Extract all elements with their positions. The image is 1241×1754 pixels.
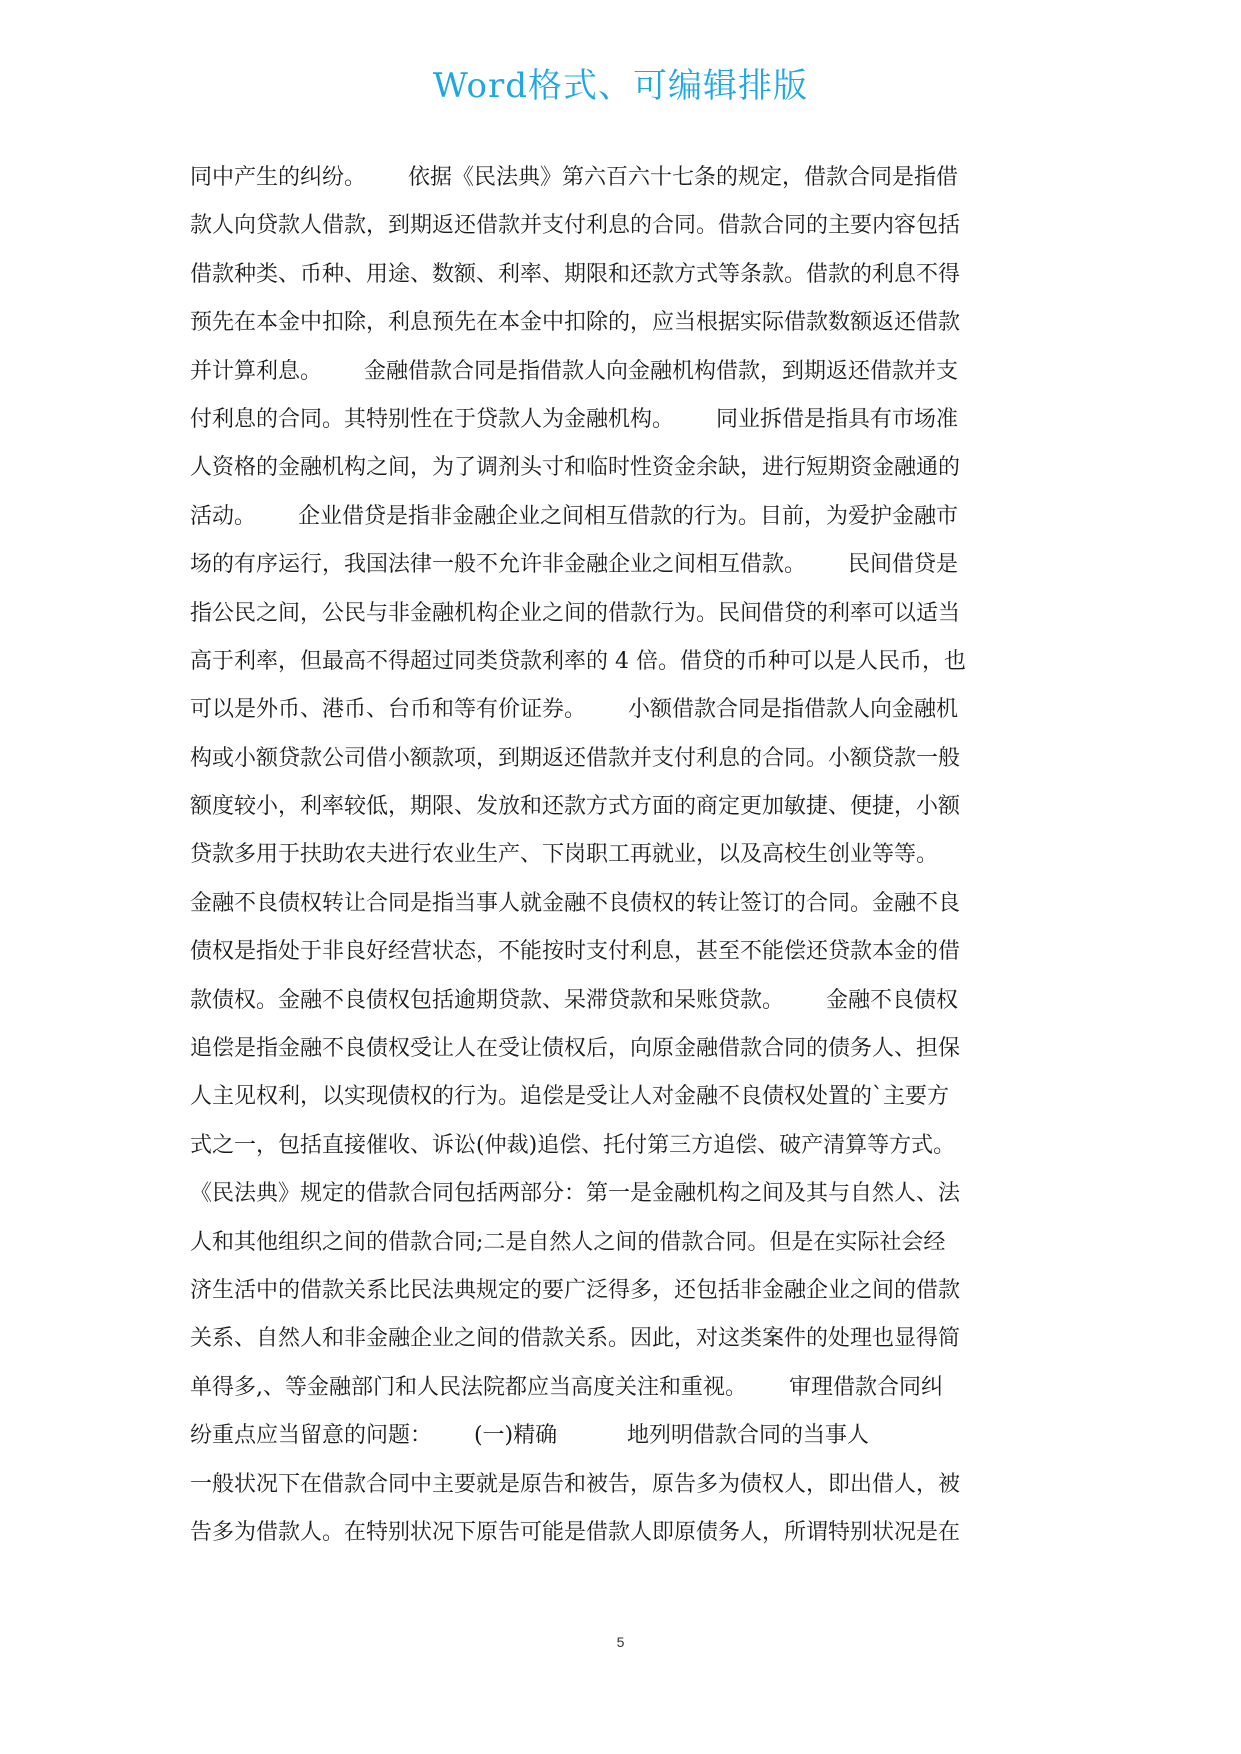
body-line: 纷重点应当留意的问题： (一)精确 地列明借款合同的当事人	[190, 1423, 870, 1449]
body-line: 人和其他组织之间的借款合同;二是自然人之间的借款合同。但是在实际社会经	[190, 1229, 946, 1255]
body-line: 债权是指处于非良好经营状态，不能按时支付利息，甚至不能偿还贷款本金的借	[190, 939, 961, 965]
body-line: 告多为借款人。在特别状况下原告可能是借款人即原债务人，所谓特别状况是在	[190, 1519, 961, 1545]
body-line: 《民法典》规定的借款合同包括两部分：第一是金融机构之间及其与自然人、法	[190, 1181, 961, 1207]
body-line: 款债权。金融不良债权包括逾期贷款、呆滞贷款和呆账贷款。 金融不良债权	[190, 987, 958, 1013]
body-line: 单得多,、等金融部门和人民法院都应当高度关注和重视。 审理借款合同纠	[190, 1374, 943, 1400]
body-line: 款人向贷款人借款，到期返还借款并支付利息的合同。借款合同的主要内容包括	[190, 213, 961, 239]
body-line: 额度较小，利率较低，期限、发放和还款方式方面的商定更加敏捷、便捷，小额	[190, 794, 961, 820]
body-line: 可以是外币、港币、台币和等有价证券。 小额借款合同是指借款人向金融机	[190, 697, 958, 723]
body-line: 指公民之间，公民与非金融机构企业之间的借款行为。民间借贷的利率可以适当	[190, 600, 961, 626]
body-line: 一般状况下在借款合同中主要就是原告和被告，原告多为债权人，即出借人，被	[190, 1471, 961, 1497]
body-line: 济生活中的借款关系比民法典规定的要广泛得多，还包括非金融企业之间的借款	[190, 1277, 961, 1303]
body-line: 式之一，包括直接催收、诉讼(仲裁)追偿、托付第三方追偿、破产清算等方式。	[190, 1132, 956, 1158]
page-header-title: Word格式、可编辑排版	[432, 66, 809, 106]
body-line: 构或小额贷款公司借小额款项，到期返还借款并支付利息的合同。小额贷款一般	[190, 745, 961, 771]
body-line: 人主见权利，以实现债权的行为。追偿是受让人对金融不良债权处置的`主要方	[190, 1084, 950, 1110]
body-line: 付利息的合同。其特别性在于贷款人为金融机构。 同业拆借是指具有市场准	[190, 406, 958, 432]
body-line: 人资格的金融机构之间，为了调剂头寸和临时性资金余缺，进行短期资金融通的	[190, 455, 961, 481]
body-line: 关系、自然人和非金融企业之间的借款关系。因此，对这类案件的处理也显得简	[190, 1326, 961, 1352]
body-line: 贷款多用于扶助农夫进行农业生产、下岗职工再就业，以及高校生创业等等。	[190, 842, 939, 868]
body-line: 借款种类、币种、用途、数额、利率、期限和还款方式等条款。借款的利息不得	[190, 261, 961, 287]
body-text	[190, 154, 1070, 1557]
body-line: 并计算利息。 金融借款合同是指借款人向金融机构借款，到期返还借款并支	[190, 358, 958, 384]
body-line: 预先在本金中扣除，利息预先在本金中扣除的，应当根据实际借款数额返还借款	[190, 310, 961, 336]
body-line: 追偿是指金融不良债权受让人在受让债权后，向原金融借款合同的债务人、担保	[190, 1036, 961, 1062]
body-line: 场的有序运行，我国法律一般不允许非金融企业之间相互借款。 民间借贷是	[190, 552, 958, 578]
body-line: 同中产生的纠纷。 依据《民法典》第六百六十七条的规定，借款合同是指借	[190, 165, 958, 190]
body-line: 活动。 企业借贷是指非金融企业之间相互借款的行为。目前，为爱护金融市	[190, 503, 958, 529]
body-line: 金融不良债权转让合同是指当事人就金融不良债权的转让签订的合同。金融不良	[190, 890, 961, 916]
body-line: 高于利率，但最高不得超过同类贷款利率的 4 倍。借贷的币种可以是人民币，也	[190, 648, 966, 674]
page-number: 5	[616, 1634, 625, 1650]
